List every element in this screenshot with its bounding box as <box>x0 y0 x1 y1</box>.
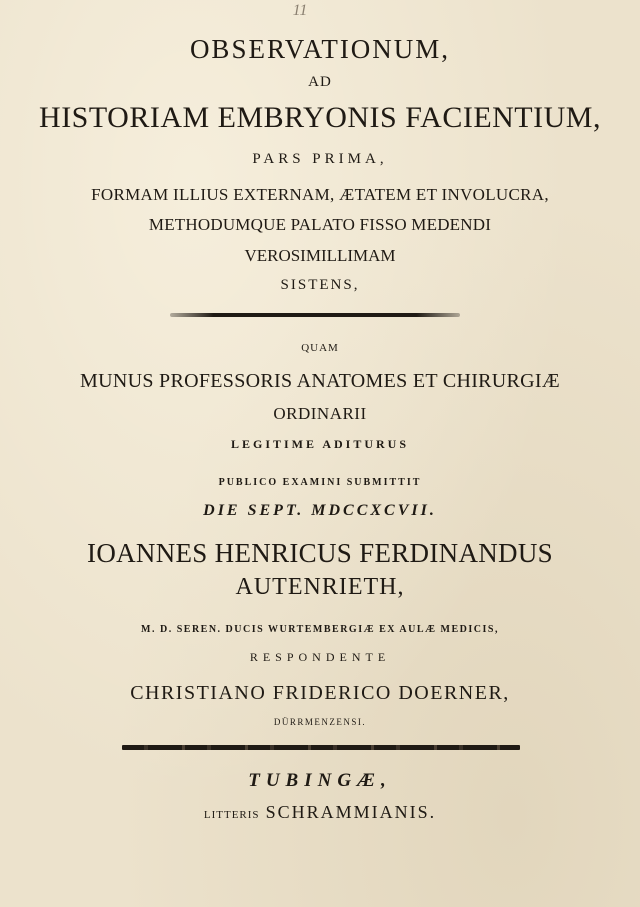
respondent-origin: DÜRRMENZENSI. <box>273 717 367 727</box>
respondente-label: RESPONDENTE <box>249 650 391 664</box>
ordinarii-line: ORDINARII <box>273 404 367 423</box>
description-line-3: VEROSIMILLIMAM <box>244 246 396 265</box>
description-line-1: FORMAM ILLIUS EXTERNAM, ÆTATEM ET INVOLUCRA, <box>91 185 549 204</box>
quam-text: QUAM <box>301 342 339 354</box>
imprint-printer: SCHRAMMIANIS. <box>265 802 437 822</box>
publico-line: PUBLICO EXAMINI SUBMITTIT <box>218 477 422 488</box>
title-line-historiam: HISTORIAM EMBRYONIS FACIENTIUM, <box>39 101 601 134</box>
date-line: DIE SEPT. MDCCXCVII. <box>203 502 437 519</box>
author-role: M. D. SEREN. DUCIS WURTEMBERGIÆ EX AULÆ MEDICIS, <box>141 624 499 635</box>
title-line-observationum: OBSERVATIONUM, <box>189 34 451 64</box>
author-name-line-1: IOANNES HENRICUS FERDINANDUS <box>87 538 553 568</box>
legitime-line: LEGITIME ADITURUS <box>230 437 410 451</box>
imprint-printer-line <box>0 803 640 821</box>
munus-line: MUNUS PROFESSORIS ANATOMES ET CHIRURGIÆ <box>80 370 560 392</box>
page-number-mark: 11 <box>292 2 308 19</box>
imprint-litteris: LITTERIS <box>203 809 260 821</box>
description-line-4: SISTENS, <box>280 277 360 293</box>
imprint-place: TUBINGÆ, <box>248 770 392 791</box>
author-name-line-2: AUTENRIETH, <box>235 574 405 600</box>
description-line-2: METHODUMQUE PALATO FISSO MEDENDI <box>148 215 492 234</box>
divider-rule-top <box>170 313 460 317</box>
respondent-name: CHRISTIANO FRIDERICO DOERNER, <box>130 682 510 704</box>
divider-rule-bottom <box>122 745 520 750</box>
pars-prima: PARS PRIMA, <box>252 151 388 167</box>
title-line-ad: AD <box>308 74 332 90</box>
